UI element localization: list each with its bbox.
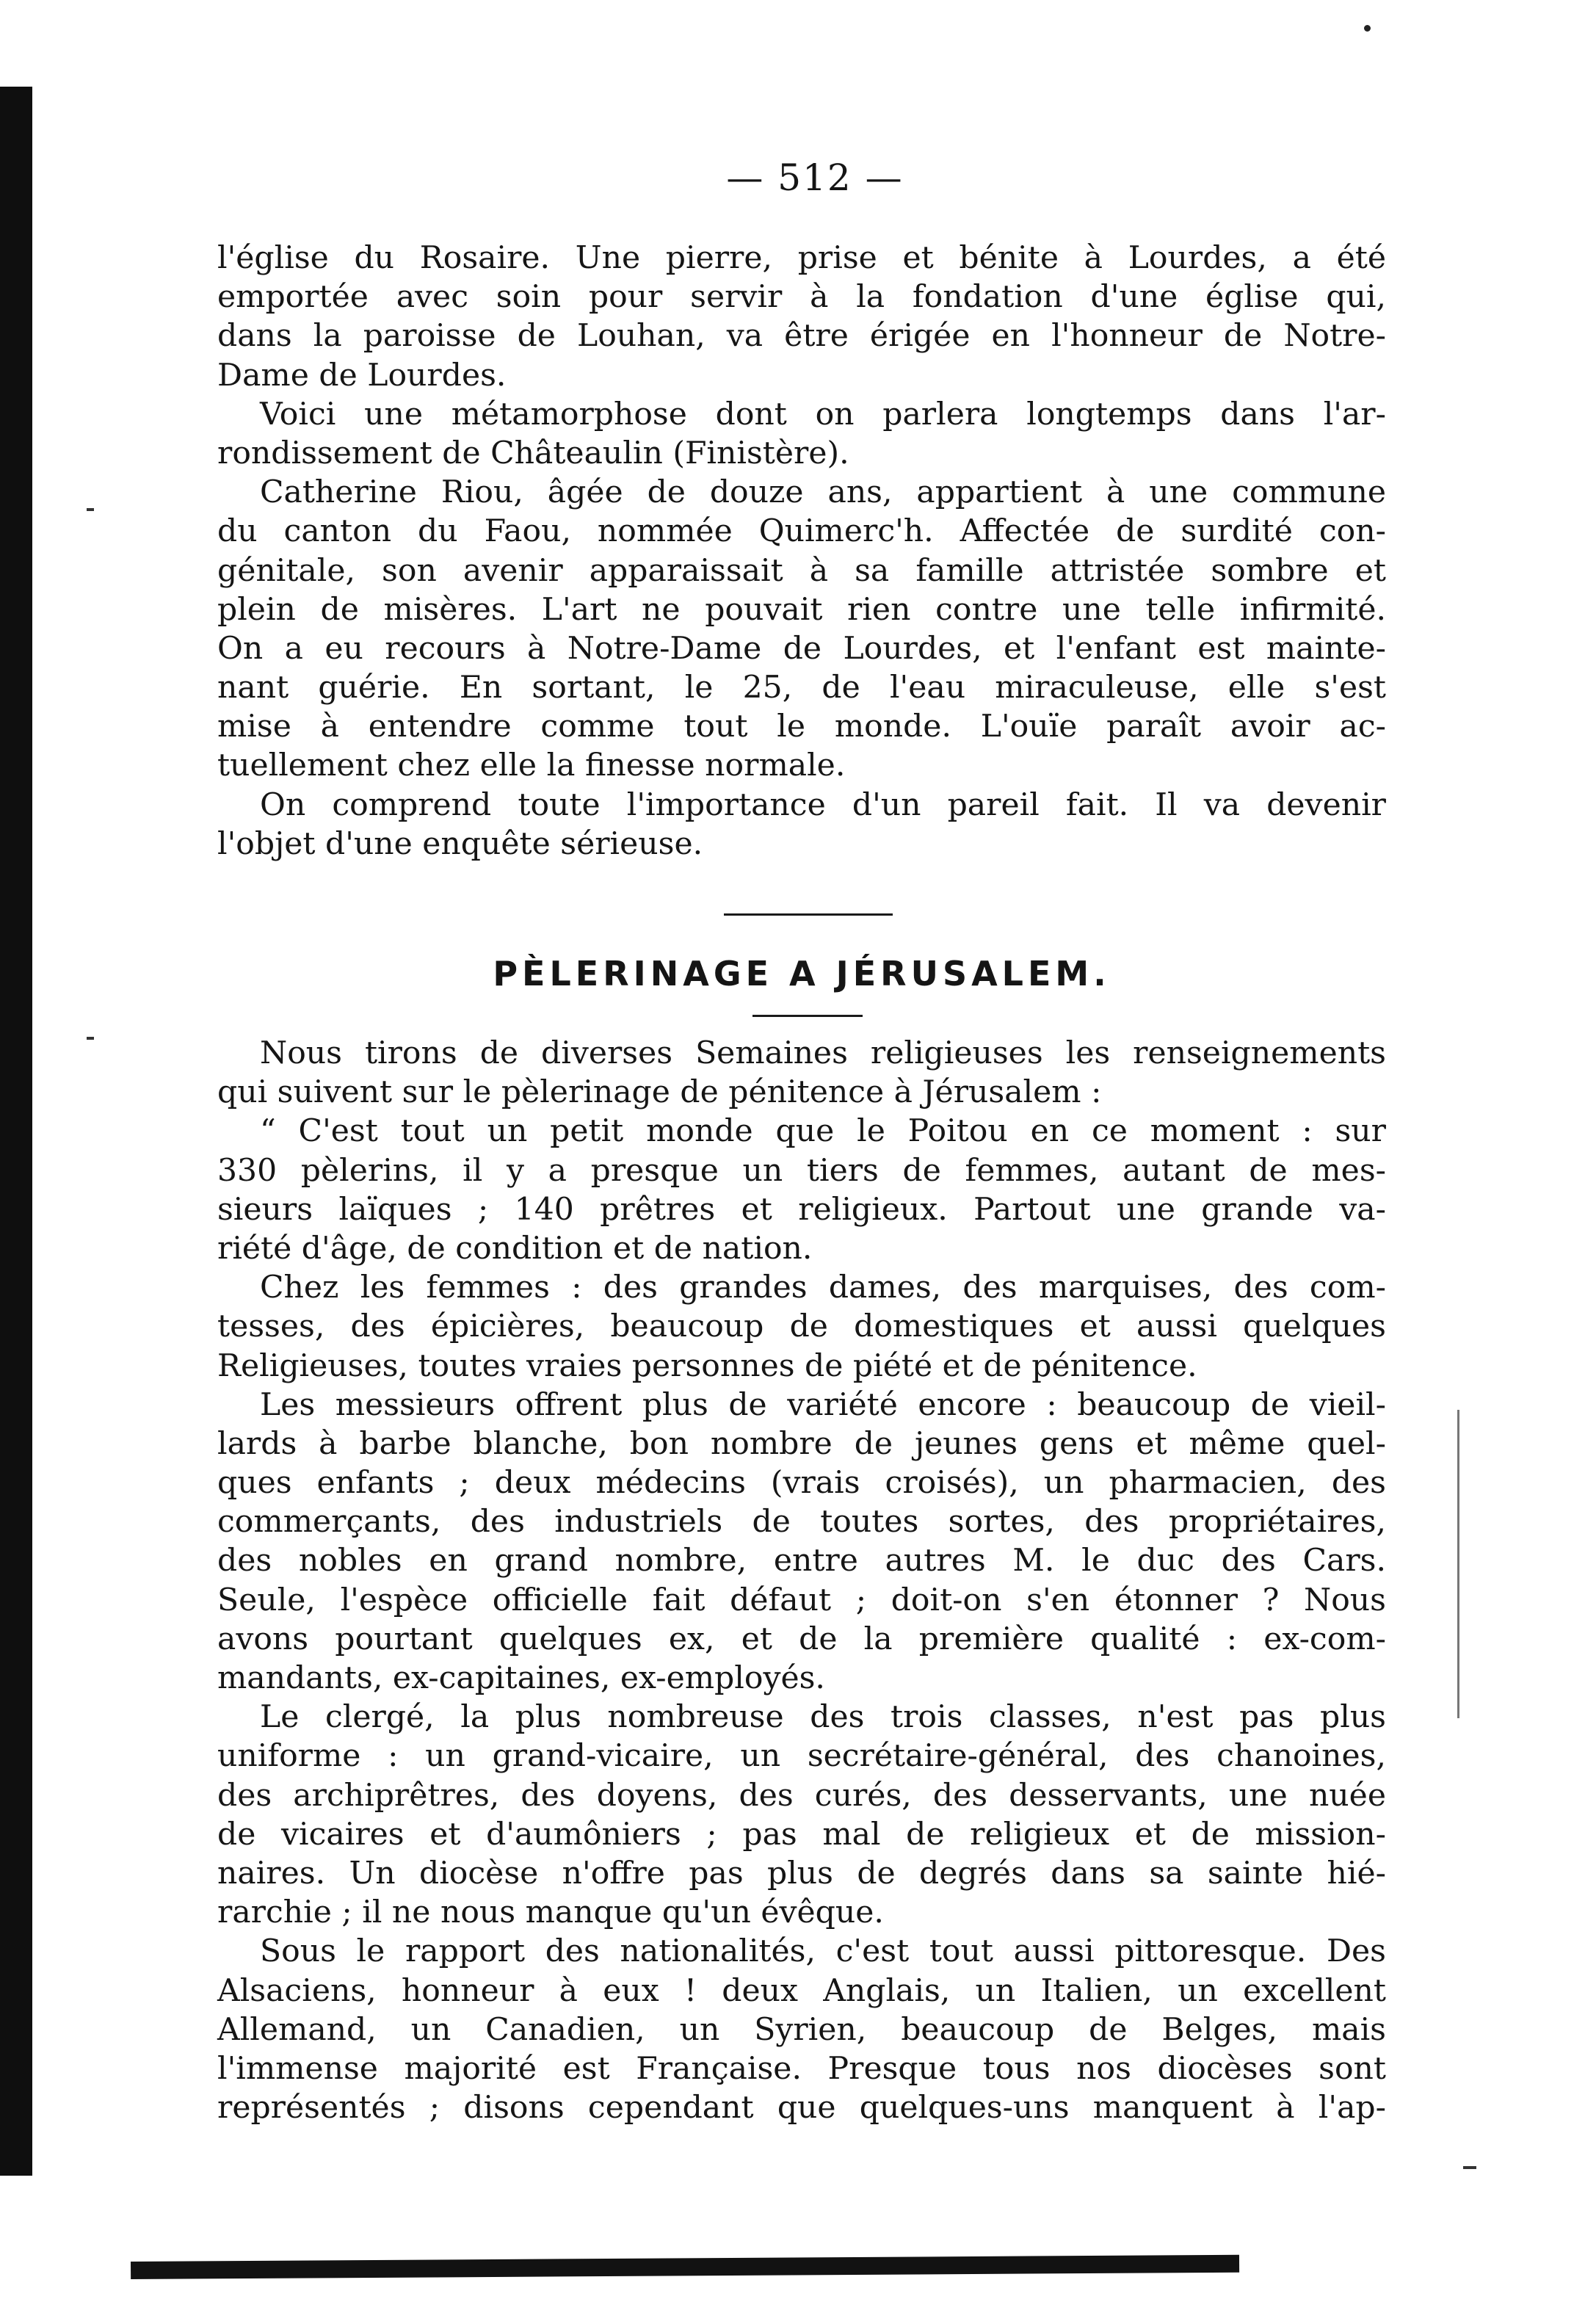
text-line: l'église du Rosaire. Une pierre, prise et bénite à Lourdes, a été (217, 240, 1386, 276)
text-line: mandants, ex-capitaines, ex-employés. (217, 1660, 825, 1696)
text-line: uniforme : un grand-vicaire, un secrétaire-général, des chanoines, (217, 1738, 1386, 1775)
section-title: PÈLERINAGE A JÉRUSALEM. (493, 954, 1111, 993)
text-line: mise à entendre comme tout le monde. L'ouïe paraît avoir ac- (217, 709, 1386, 745)
text-line: rarchie ; il ne nous manque qu'un évêque. (217, 1894, 884, 1931)
text-line: plein de misères. L'art ne pouvait rien contre une telle infirmité. (217, 591, 1386, 628)
margin-mark (1463, 2166, 1476, 2169)
text-line: sieurs laïques ; 140 prêtres et religieux. Partout une grande va- (217, 1191, 1386, 1228)
section-divider (724, 913, 893, 916)
body-text-bottom (217, 1034, 1386, 2127)
margin-mark (1457, 1410, 1459, 1718)
text-line: Catherine Riou, âgée de douze ans, appartient à une commune (260, 474, 1386, 511)
text-line: des nobles en grand nombre, entre autres M. le duc des Cars. (217, 1543, 1386, 1579)
text-line: Le clergé, la plus nombreuse des trois classes, n'est pas plus (260, 1699, 1386, 1736)
text-line: Chez les femmes : des grandes dames, des marquises, des com- (260, 1270, 1386, 1306)
text-line: nant guérie. En sortant, le 25, de l'eau miraculeuse, elle s'est (217, 670, 1386, 706)
text-line: représentés ; disons cependant que quelques-uns manquent à l'ap- (217, 2090, 1386, 2126)
text-line: commerçants, des industriels de toutes sortes, des propriétaires, (217, 1504, 1386, 1541)
text-line: qui suivent sur le pèlerinage de pénitence à Jérusalem : (217, 1074, 1102, 1111)
text-line: tesses, des épicières, beaucoup de domestiques et aussi quelques (217, 1308, 1386, 1345)
text-line: Allemand, un Canadien, un Syrien, beaucoup de Belges, mais (217, 2011, 1386, 2048)
text-line: de vicaires et d'aumôniers ; pas mal de religieux et de mission- (217, 1816, 1386, 1853)
text-line: Alsaciens, honneur à eux ! deux Anglais, un Italien, un excellent (217, 1972, 1386, 2009)
text-line: Nous tirons de diverses Semaines religieuses les renseignements (260, 1035, 1386, 1071)
bottom-edge-shadow (131, 2255, 1239, 2279)
text-line: avons pourtant quelques ex, et de la première qualité : ex-com- (217, 1621, 1386, 1657)
text-line: Sous le rapport des nationalités, c'est tout aussi pittoresque. Des (260, 1933, 1386, 1970)
text-line: l'objet d'une enquête sérieuse. (217, 825, 703, 862)
text-line: génitale, son avenir apparaissait à sa famille attristée sombre et (217, 552, 1386, 589)
text-line: lards à barbe blanche, bon nombre de jeunes gens et même quel- (217, 1425, 1386, 1462)
text-line: Seule, l'espèce officielle fait défaut ; doit-on s'en étonner ? Nous (217, 1582, 1386, 1618)
text-line: Dame de Lourdes. (217, 357, 507, 394)
binding-shadow (0, 87, 32, 2176)
text-line: On comprend toute l'importance d'un pareil fait. Il va devenir (260, 786, 1386, 823)
body-text-top (217, 239, 1386, 864)
margin-mark (87, 1037, 94, 1040)
text-line: l'immense majorité est Française. Presque tous nos diocèses sont (217, 2050, 1386, 2087)
title-underline (752, 1015, 863, 1017)
text-line: naires. Un diocèse n'offre pas plus de degrés dans sa sainte hié- (217, 1855, 1386, 1892)
text-line: du canton du Faou, nommée Quimerc'h. Affectée de surdité con- (217, 513, 1386, 550)
ink-speck (1364, 25, 1371, 32)
text-line: Religieuses, toutes vraies personnes de piété et de pénitence. (217, 1347, 1197, 1384)
text-line: “ C'est tout un petit monde que le Poitou en ce moment : sur (260, 1113, 1386, 1150)
text-line: ques enfants ; deux médecins (vrais croisés), un pharmacien, des (217, 1465, 1386, 1502)
text-line: riété d'âge, de condition et de nation. (217, 1230, 813, 1267)
text-line: emportée avec soin pour servir à la fondation d'une église qui, (217, 279, 1386, 316)
text-line: Voici une métamorphose dont on parlera longtemps dans l'ar- (260, 396, 1386, 432)
text-line: tuellement chez elle la finesse normale. (217, 747, 846, 784)
text-line: rondissement de Châteaulin (Finistère). (217, 435, 849, 471)
page-number: — 512 — (726, 156, 904, 199)
text-line: Les messieurs offrent plus de variété encore : beaucoup de vieil- (260, 1386, 1386, 1423)
margin-mark (87, 508, 94, 511)
text-line: On a eu recours à Notre-Dame de Lourdes, et l'enfant est mainte- (217, 630, 1386, 667)
text-line: 330 pèlerins, il y a presque un tiers de femmes, autant de mes- (217, 1152, 1386, 1189)
text-line: dans la paroisse de Louhan, va être érigée en l'honneur de Notre- (217, 318, 1386, 355)
text-line: des archiprêtres, des doyens, des curés, des desservants, une nuée (217, 1777, 1386, 1814)
